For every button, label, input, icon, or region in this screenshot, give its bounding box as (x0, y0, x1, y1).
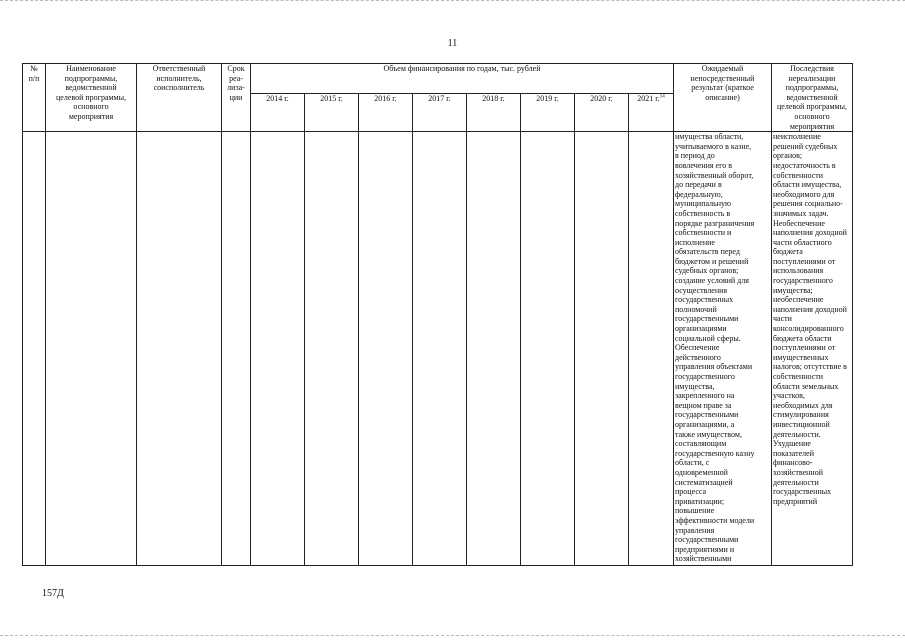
header-num: № п/п (23, 64, 46, 132)
header-expected: Ожидаемый непосредственный результат (краткое описание) (674, 64, 772, 132)
year-footnote-mark: 14 (659, 94, 665, 100)
cell-name (46, 132, 137, 566)
footer-code: 157Д (42, 588, 64, 599)
header-responsible: Ответственный исполнитель, соисполнитель (137, 64, 222, 132)
cell-2017 (413, 132, 467, 566)
cell-2019 (521, 132, 575, 566)
header-financing: Объем финансирования по годам, тыс. рублей (251, 64, 674, 94)
header-term: Срок реа- лиза- ции (222, 64, 251, 132)
table-row (23, 132, 853, 566)
year-2017: 2017 г. (413, 93, 467, 131)
header-row-1 (23, 64, 853, 94)
year-2016: 2016 г. (359, 93, 413, 131)
page-number: 11 (447, 38, 458, 49)
cell-2021 (629, 132, 674, 566)
cell-num (23, 132, 46, 566)
year-2020: 2020 г. (575, 93, 629, 131)
program-table (22, 63, 853, 566)
cell-2018 (467, 132, 521, 566)
scan-edge-bottom (0, 635, 905, 638)
year-2021-label: 2021 г. (637, 93, 660, 103)
cell-2020 (575, 132, 629, 566)
year-2021 (629, 93, 674, 131)
year-2018: 2018 г. (467, 93, 521, 131)
cell-responsible (137, 132, 222, 566)
header-name: Наименование подпрограммы, ведомственной целевой программы, основного мероприятия (46, 64, 137, 132)
cell-term (222, 132, 251, 566)
scan-edge-top (0, 0, 905, 4)
year-2014: 2014 г. (251, 93, 305, 131)
year-2015: 2015 г. (305, 93, 359, 131)
cell-2015 (305, 132, 359, 566)
header-consequences: Последствия нереализации подпрограммы, ведомственной целевой программы, основного мероприятия (772, 64, 853, 132)
cell-2016 (359, 132, 413, 566)
cell-expected-result: имущества области, учитываемого в казне, в период до вовлечения его в хозяйственный оборот, до передачи в федеральную, муниципальную собственность в порядке разграничения собственности и исполнение обязательств перед бюджетом и решений судебных органов; создание условий для осуществления государственных полномочий государственными организациями социальной сферы. Обеспечение действенного управления объектами государственного имущества, закрепленного на вещном праве за государственными организациями, а также имуществом, составляющим государственную казну области, с одновременной систематизацией процесса приватизации; повышение эффективности модели управления государственными предприятиями и хозяйственными (674, 132, 772, 566)
cell-2014 (251, 132, 305, 566)
year-2019: 2019 г. (521, 93, 575, 131)
cell-consequences: неисполнение решений судебных органов; недостаточность в собственности области имущества, необходимого для решения социально- значимых задач. Необеспечение наполнения доходной части областного бюджета поступлениями от использования государственного имущества; необеспечение наполнения доходной части консолидированного бюджета области поступлениями от имущественных налогов; отсутствие в собственности области земельных участков, необходимых для стимулирования инвестиционной деятельности. Ухудшение показателей финансово- хозяйственной деятельности государственных предприятий (772, 132, 853, 566)
